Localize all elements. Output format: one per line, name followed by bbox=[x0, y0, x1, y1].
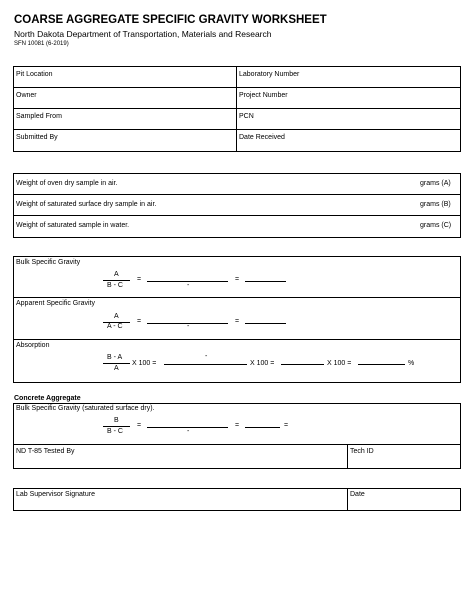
concrete-equals: = bbox=[235, 422, 240, 429]
concrete-equals: = bbox=[137, 422, 142, 429]
bulk-numerator: A bbox=[114, 271, 119, 278]
pit-location-field[interactable]: Pit Location bbox=[16, 71, 53, 78]
apparent-denominator: A - C bbox=[107, 323, 123, 330]
absorption-denominator: A bbox=[114, 365, 119, 372]
concrete-rule bbox=[13, 444, 461, 445]
weights-rule bbox=[13, 194, 461, 195]
info-grid bbox=[13, 66, 461, 152]
project-number-field[interactable]: Project Number bbox=[239, 92, 288, 99]
bulk-result-line[interactable] bbox=[245, 281, 286, 282]
tested-by-field[interactable]: ND T-85 Tested By bbox=[16, 448, 75, 455]
apparent-numerator: A bbox=[114, 313, 119, 320]
concrete-divider bbox=[347, 444, 348, 469]
oven-dry-weight-label[interactable]: Weight of oven dry sample in air. bbox=[16, 180, 118, 187]
info-grid-rule bbox=[13, 87, 461, 88]
percent-sign: % bbox=[408, 360, 415, 367]
absorption-x100: X 100 = bbox=[132, 360, 157, 367]
bulk-denominator: B - C bbox=[107, 282, 123, 289]
oven-dry-unit: grams (A) bbox=[420, 180, 451, 187]
date-received-field[interactable]: Date Received bbox=[239, 134, 285, 141]
ssd-weight-label[interactable]: Weight of saturated surface dry sample in air. bbox=[16, 201, 157, 208]
form-number: SFN 10081 (6-2019) bbox=[14, 41, 69, 47]
absorption-dash: - bbox=[205, 353, 208, 360]
absorption-answer-line[interactable] bbox=[164, 364, 247, 365]
concrete-equals: = bbox=[284, 422, 289, 429]
absorption-label: Absorption bbox=[16, 342, 50, 349]
water-unit: grams (C) bbox=[420, 222, 452, 229]
laboratory-number-field[interactable]: Laboratory Number bbox=[239, 71, 300, 78]
tech-id-field[interactable]: Tech ID bbox=[350, 448, 374, 455]
pcn-field[interactable]: PCN bbox=[239, 113, 254, 120]
apparent-result-line[interactable] bbox=[245, 323, 286, 324]
bulk-equals: = bbox=[137, 276, 142, 283]
page-subtitle: North Dakota Department of Transportation, Materials and Research bbox=[14, 29, 272, 39]
apparent-specific-gravity-label: Apparent Specific Gravity bbox=[16, 300, 95, 307]
signature-date-field[interactable]: Date bbox=[350, 491, 365, 498]
absorption-intermediate-line[interactable] bbox=[281, 364, 324, 365]
concrete-aggregate-heading: Concrete Aggregate bbox=[14, 395, 81, 402]
ssd-unit: grams (B) bbox=[420, 201, 451, 208]
water-weight-label[interactable]: Weight of saturated sample in water. bbox=[16, 222, 130, 229]
bulk-dash: - bbox=[187, 282, 190, 289]
bulk-fraction-bar bbox=[103, 280, 130, 281]
apparent-dash: - bbox=[187, 323, 190, 330]
bulk-equals: = bbox=[235, 276, 240, 283]
info-grid-rule bbox=[13, 129, 461, 130]
absorption-result-line[interactable] bbox=[358, 364, 405, 365]
concrete-numerator: B bbox=[114, 417, 119, 424]
sampled-from-field[interactable]: Sampled From bbox=[16, 113, 62, 120]
info-grid-divider bbox=[236, 66, 237, 152]
absorption-x100: X 100 = bbox=[250, 360, 275, 367]
concrete-result-line[interactable] bbox=[245, 427, 280, 428]
owner-field[interactable]: Owner bbox=[16, 92, 37, 99]
absorption-x100: X 100 = bbox=[327, 360, 352, 367]
apparent-equals: = bbox=[235, 318, 240, 325]
info-grid-rule bbox=[13, 108, 461, 109]
absorption-fraction-bar bbox=[103, 363, 130, 364]
formulas-rule bbox=[13, 339, 461, 340]
absorption-numerator: B - A bbox=[107, 354, 123, 361]
concrete-dash: - bbox=[187, 428, 190, 435]
concrete-ssd-label: Bulk Specific Gravity (saturated surface dry). bbox=[16, 405, 155, 412]
signature-divider bbox=[347, 488, 348, 511]
concrete-denominator: B - C bbox=[107, 428, 123, 435]
lab-supervisor-signature-field[interactable]: Lab Supervisor Signature bbox=[16, 491, 95, 498]
formulas-rule bbox=[13, 297, 461, 298]
weights-rule bbox=[13, 215, 461, 216]
apparent-equals: = bbox=[137, 318, 142, 325]
submitted-by-field[interactable]: Submitted By bbox=[16, 134, 58, 141]
page-title: COARSE AGGREGATE SPECIFIC GRAVITY WORKSHEET bbox=[14, 14, 327, 26]
bulk-specific-gravity-label: Bulk Specific Gravity bbox=[16, 259, 81, 266]
concrete-fraction-bar bbox=[103, 426, 130, 427]
